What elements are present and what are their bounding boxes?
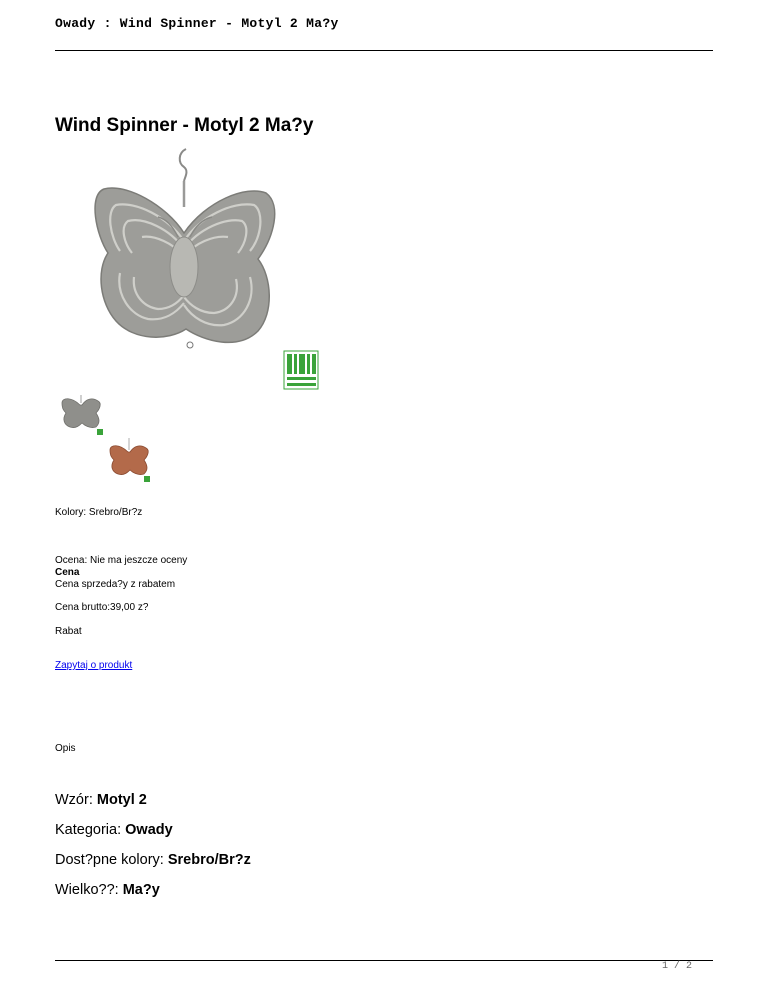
- thumbnail-silver[interactable]: [58, 393, 106, 437]
- thumbnail-bronze[interactable]: [106, 436, 154, 484]
- running-header: Owady : Wind Spinner - Motyl 2 Ma?y: [55, 16, 339, 31]
- description-label: Opis: [55, 743, 76, 754]
- footer-rule: [55, 960, 713, 961]
- spec-size: Wielko??: Ma?y: [55, 882, 160, 898]
- discount-line: Rabat: [55, 626, 82, 637]
- spec-colors: Dost?pne kolory: Srebro/Br?z: [55, 852, 251, 868]
- ask-about-product-link[interactable]: Zapytaj o produkt: [55, 660, 133, 671]
- price-heading: Cena: [55, 567, 80, 578]
- spec-pattern: Wzór: Motyl 2: [55, 792, 147, 808]
- rating-line: Ocena: Nie ma jeszcze oceny: [55, 555, 188, 566]
- page-indicator: 1 / 2: [662, 961, 693, 972]
- header-rule: [55, 50, 713, 51]
- brand-logo: [283, 350, 319, 390]
- spec-list: [55, 790, 251, 910]
- colors-line: Kolory: Srebro/Br?z: [55, 507, 143, 518]
- page-title: Wind Spinner - Motyl 2 Ma?y: [55, 115, 314, 136]
- price-note: Cena sprzeda?y z rabatem: [55, 579, 176, 590]
- spec-category: Kategoria: Owady: [55, 822, 173, 838]
- gross-price: Cena brutto:39,00 z?: [55, 602, 149, 613]
- product-image[interactable]: [86, 145, 276, 367]
